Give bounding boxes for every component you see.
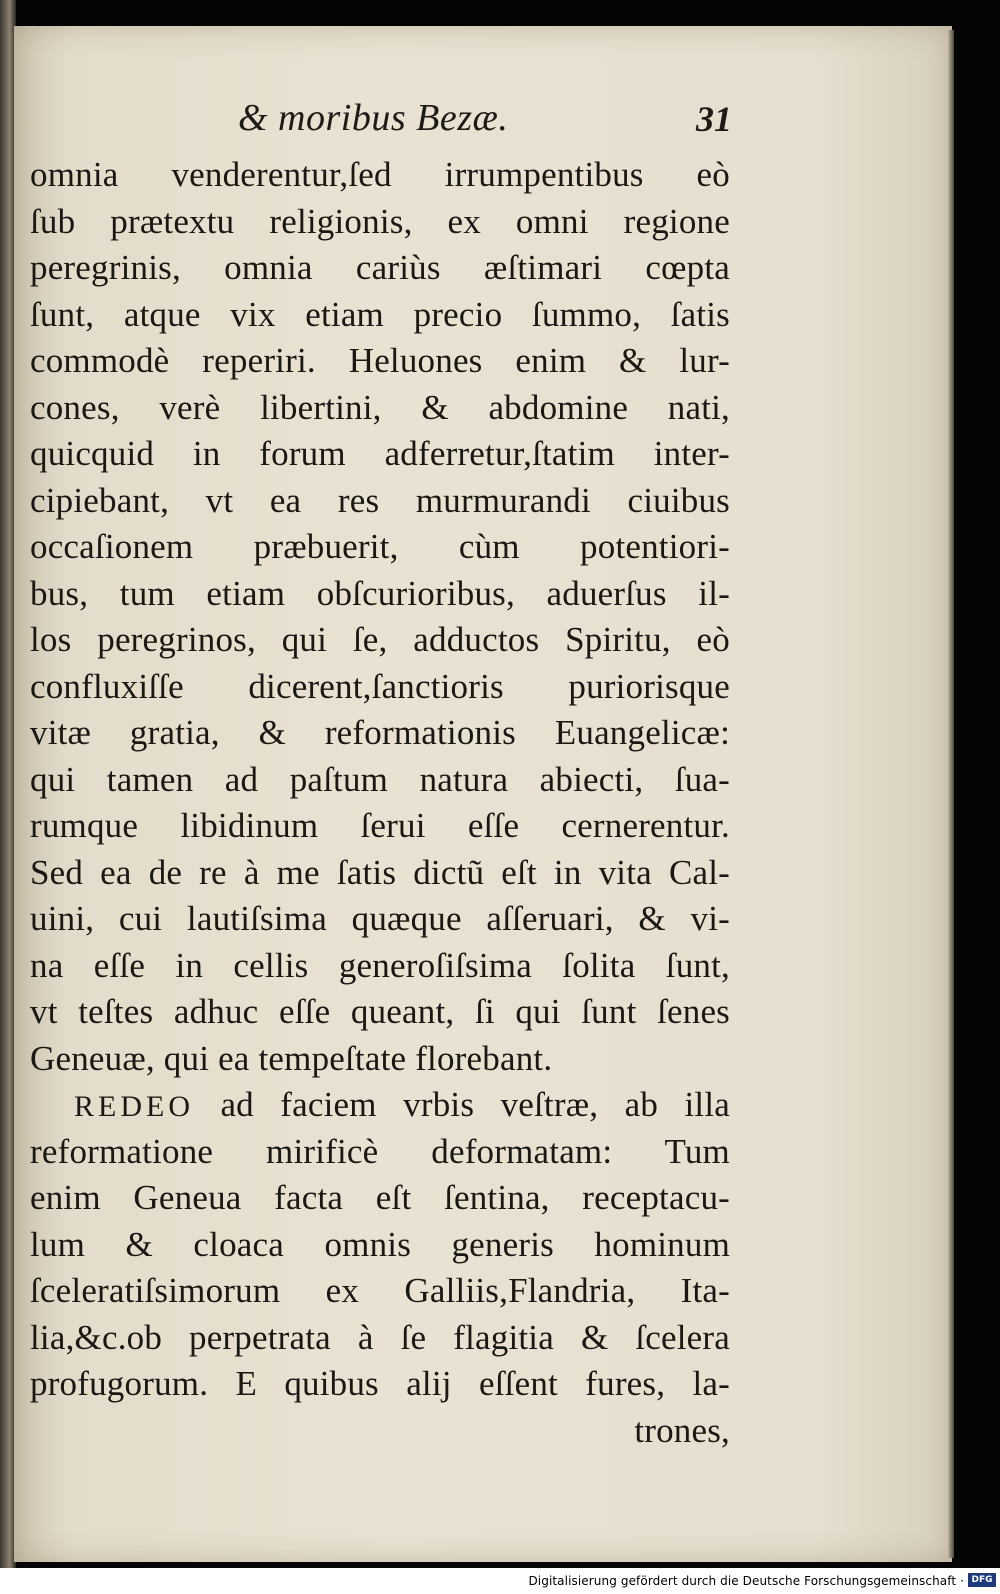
text-line: cones, verè libertini, & abdomine nati, (30, 387, 730, 427)
text-line: uini, cui lautiſsima quæque aſſeruari, & vi- (30, 899, 730, 938)
dfg-logo: DFG (968, 1573, 996, 1587)
text-line: confluxiſſe dicerent,ſanctioris puriorisque (30, 666, 730, 706)
text-line: quicquid in forum adferretur,ſtatim inter- (30, 434, 730, 473)
text-line: peregrinis, omnia cariùs æſtimari cœpta (30, 248, 730, 287)
text-line: los peregrinos, qui ſe, adductos Spiritu, eò (30, 620, 730, 659)
funding-credit: Digitalisierung gefördert durch die Deutsche Forschungsgemeinschaft · (528, 1574, 964, 1588)
text-line: profugorum. E quibus alij eſſent fures, la- (30, 1364, 730, 1403)
text-line: rumque libidinum ſerui eſſe cernerentur. (30, 806, 730, 845)
text-block (30, 152, 730, 1454)
text-line: Geneuæ, qui ea tempeſtate florebant. (30, 1038, 553, 1078)
text-line: lia,&c.ob perpetrata à ſe flagitia & ſcelera (30, 1317, 730, 1357)
paragraph-opening-line (30, 1082, 730, 1129)
running-head: & moribus Bezæ. (238, 97, 509, 139)
text-line: ſunt, atque vix etiam precio ſummo, ſatis (30, 294, 730, 334)
catchword: trones, (634, 1410, 730, 1450)
text-line: commodè reperiri. Heluones enim & lur- (30, 341, 730, 380)
text-line: na eſſe in cellis generoſiſsima ſolita ſunt, (30, 945, 730, 985)
text-line: reformatione mirificè deformatam: Tum (30, 1131, 730, 1171)
page-edge (948, 30, 954, 1558)
text-line: ſub prætextu religionis, ex omni regione (30, 201, 730, 241)
footer-bar (0, 1568, 1000, 1594)
text-line: vt teſtes adhuc eſſe queant, ſi qui ſunt ſenes (30, 992, 730, 1031)
text-line: bus, tum etiam obſcurioribus, aduerſus il- (30, 573, 730, 613)
text-line: qui tamen ad paſtum natura abiecti, ſua- (30, 759, 730, 799)
text-line: ſceleratiſsimorum ex Galliis,Flandria, Ita- (30, 1271, 730, 1310)
text-line: occaſionem præbuerit, cùm potentiori- (30, 527, 730, 566)
text-line: cipiebant, vt ea res murmurandi ciuibus (30, 480, 730, 520)
text-line: omnia venderentur,ſed irrumpentibus eò (30, 155, 730, 194)
text-line: vitæ gratia, & reformationis Euangelicæ: (30, 713, 730, 752)
page-number: 31 (696, 99, 732, 139)
text-line: Sed ea de re à me ſatis dictũ eſt in vita Cal- (30, 852, 730, 892)
text-line: lum & cloaca omnis generis hominum (30, 1224, 730, 1264)
opening-word: REDEO (74, 1090, 194, 1123)
text-line: enim Geneua facta eſt ſentina, receptacu- (30, 1178, 730, 1217)
opening-line-rest: ad faciem vrbis veſtræ, ab illa (220, 1085, 731, 1124)
